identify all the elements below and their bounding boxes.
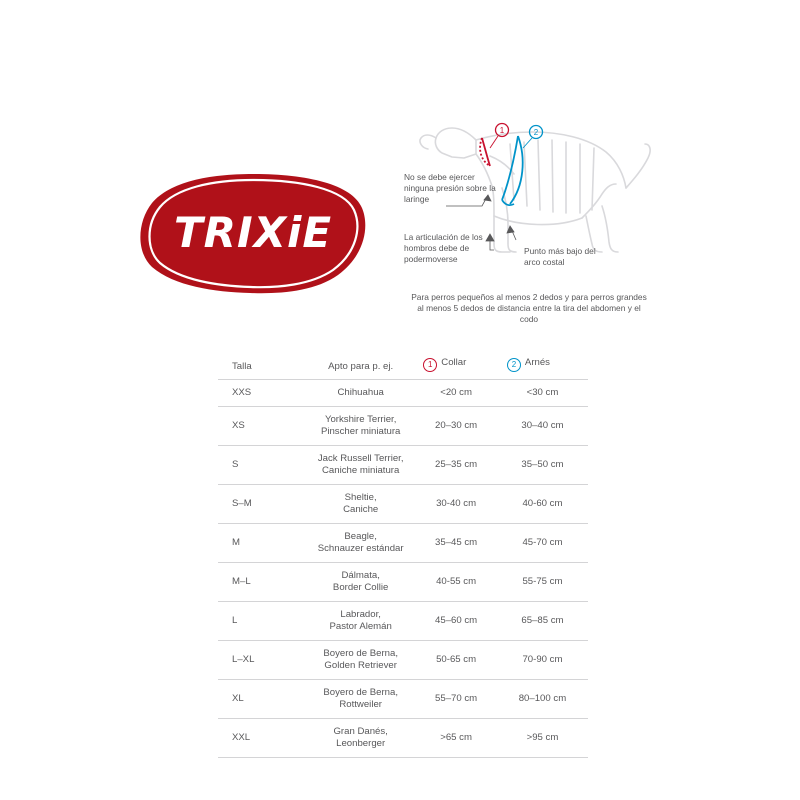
cell-apto: Boyero de Berna, Golden Retriever [300,640,421,679]
table-row [218,523,588,562]
cell-collar: <20 cm [421,380,505,407]
cell-collar: 25–35 cm [421,445,505,484]
header-apto: Apto para p. ej. [300,352,421,380]
table-row [218,679,588,718]
callout-larynx: No se debe ejercer ninguna presión sobre la laringe [404,172,496,205]
table-row [218,601,588,640]
cell-arnes: 55-75 cm [505,562,588,601]
size-table-head [218,352,588,380]
cell-apto: Sheltie, Caniche [300,484,421,523]
collar-marker-icon: 1 [423,358,437,372]
table-row [218,718,588,757]
cell-talla: XXS [218,380,300,407]
cell-collar: 35–45 cm [421,523,505,562]
cell-arnes: 80–100 cm [505,679,588,718]
cell-arnes: >95 cm [505,718,588,757]
table-row [218,445,588,484]
header-arnes [505,352,588,380]
table-row [218,562,588,601]
table-row [218,406,588,445]
cell-collar: 30-40 cm [421,484,505,523]
cell-apto: Gran Danés, Leonberger [300,718,421,757]
cell-collar: 55–70 cm [421,679,505,718]
cell-collar: 45–60 cm [421,601,505,640]
cell-collar: 50-65 cm [421,640,505,679]
table-row [218,484,588,523]
cell-collar: >65 cm [421,718,505,757]
callout-shoulder: La articulación de los hombros debe de podermoverse [404,232,483,265]
cell-collar: 20–30 cm [421,406,505,445]
cell-talla: S [218,445,300,484]
brand-logo [138,170,368,295]
brand-logo-text: TRIXiE [173,208,333,257]
cell-talla: L [218,601,300,640]
cell-arnes: <30 cm [505,380,588,407]
cell-arnes: 70-90 cm [505,640,588,679]
table-header-row [218,352,588,380]
header-talla: Talla [218,352,300,380]
cell-arnes: 40-60 cm [505,484,588,523]
svg-text:2: 2 [533,128,539,137]
cell-talla: S–M [218,484,300,523]
cell-collar: 40-55 cm [421,562,505,601]
cell-arnes: 35–50 cm [505,445,588,484]
harness-marker-line [499,126,543,206]
header-collar [421,352,505,380]
callout-rib: Punto más bajo del arco costal [524,246,596,268]
collar-marker-line [480,124,508,167]
cell-apto: Boyero de Berna, Rottweiler [300,679,421,718]
cell-talla: M–L [218,562,300,601]
cell-talla: M [218,523,300,562]
cell-apto: Labrador, Pastor Alemán [300,601,421,640]
cell-apto: Yorkshire Terrier, Pinscher miniatura [300,406,421,445]
cell-arnes: 65–85 cm [505,601,588,640]
size-table [218,352,588,758]
cell-talla: L–XL [218,640,300,679]
cell-arnes: 30–40 cm [505,406,588,445]
cell-talla: XXL [218,718,300,757]
cell-apto: Jack Russell Terrier, Caniche miniatura [300,445,421,484]
callout-belly: Para perros pequeños al menos 2 dedos y para perros grandes al menos 5 dedos de distancia entre la tira del abdomen y el codo [411,292,647,325]
svg-text:1: 1 [499,126,505,135]
cell-apto: Beagle, Schnauzer estándar [300,523,421,562]
header-arnes-label: Arnés [524,357,550,368]
cell-apto: Chihuahua [300,380,421,407]
size-table-body [218,380,588,758]
cell-apto: Dálmata, Border Collie [300,562,421,601]
header-collar-label: Collar [441,357,467,368]
size-table-wrap [218,352,588,758]
table-row [218,380,588,407]
table-row [218,640,588,679]
cell-talla: XS [218,406,300,445]
cell-arnes: 45-70 cm [505,523,588,562]
harness-marker-icon: 2 [507,358,521,372]
cell-talla: XL [218,679,300,718]
